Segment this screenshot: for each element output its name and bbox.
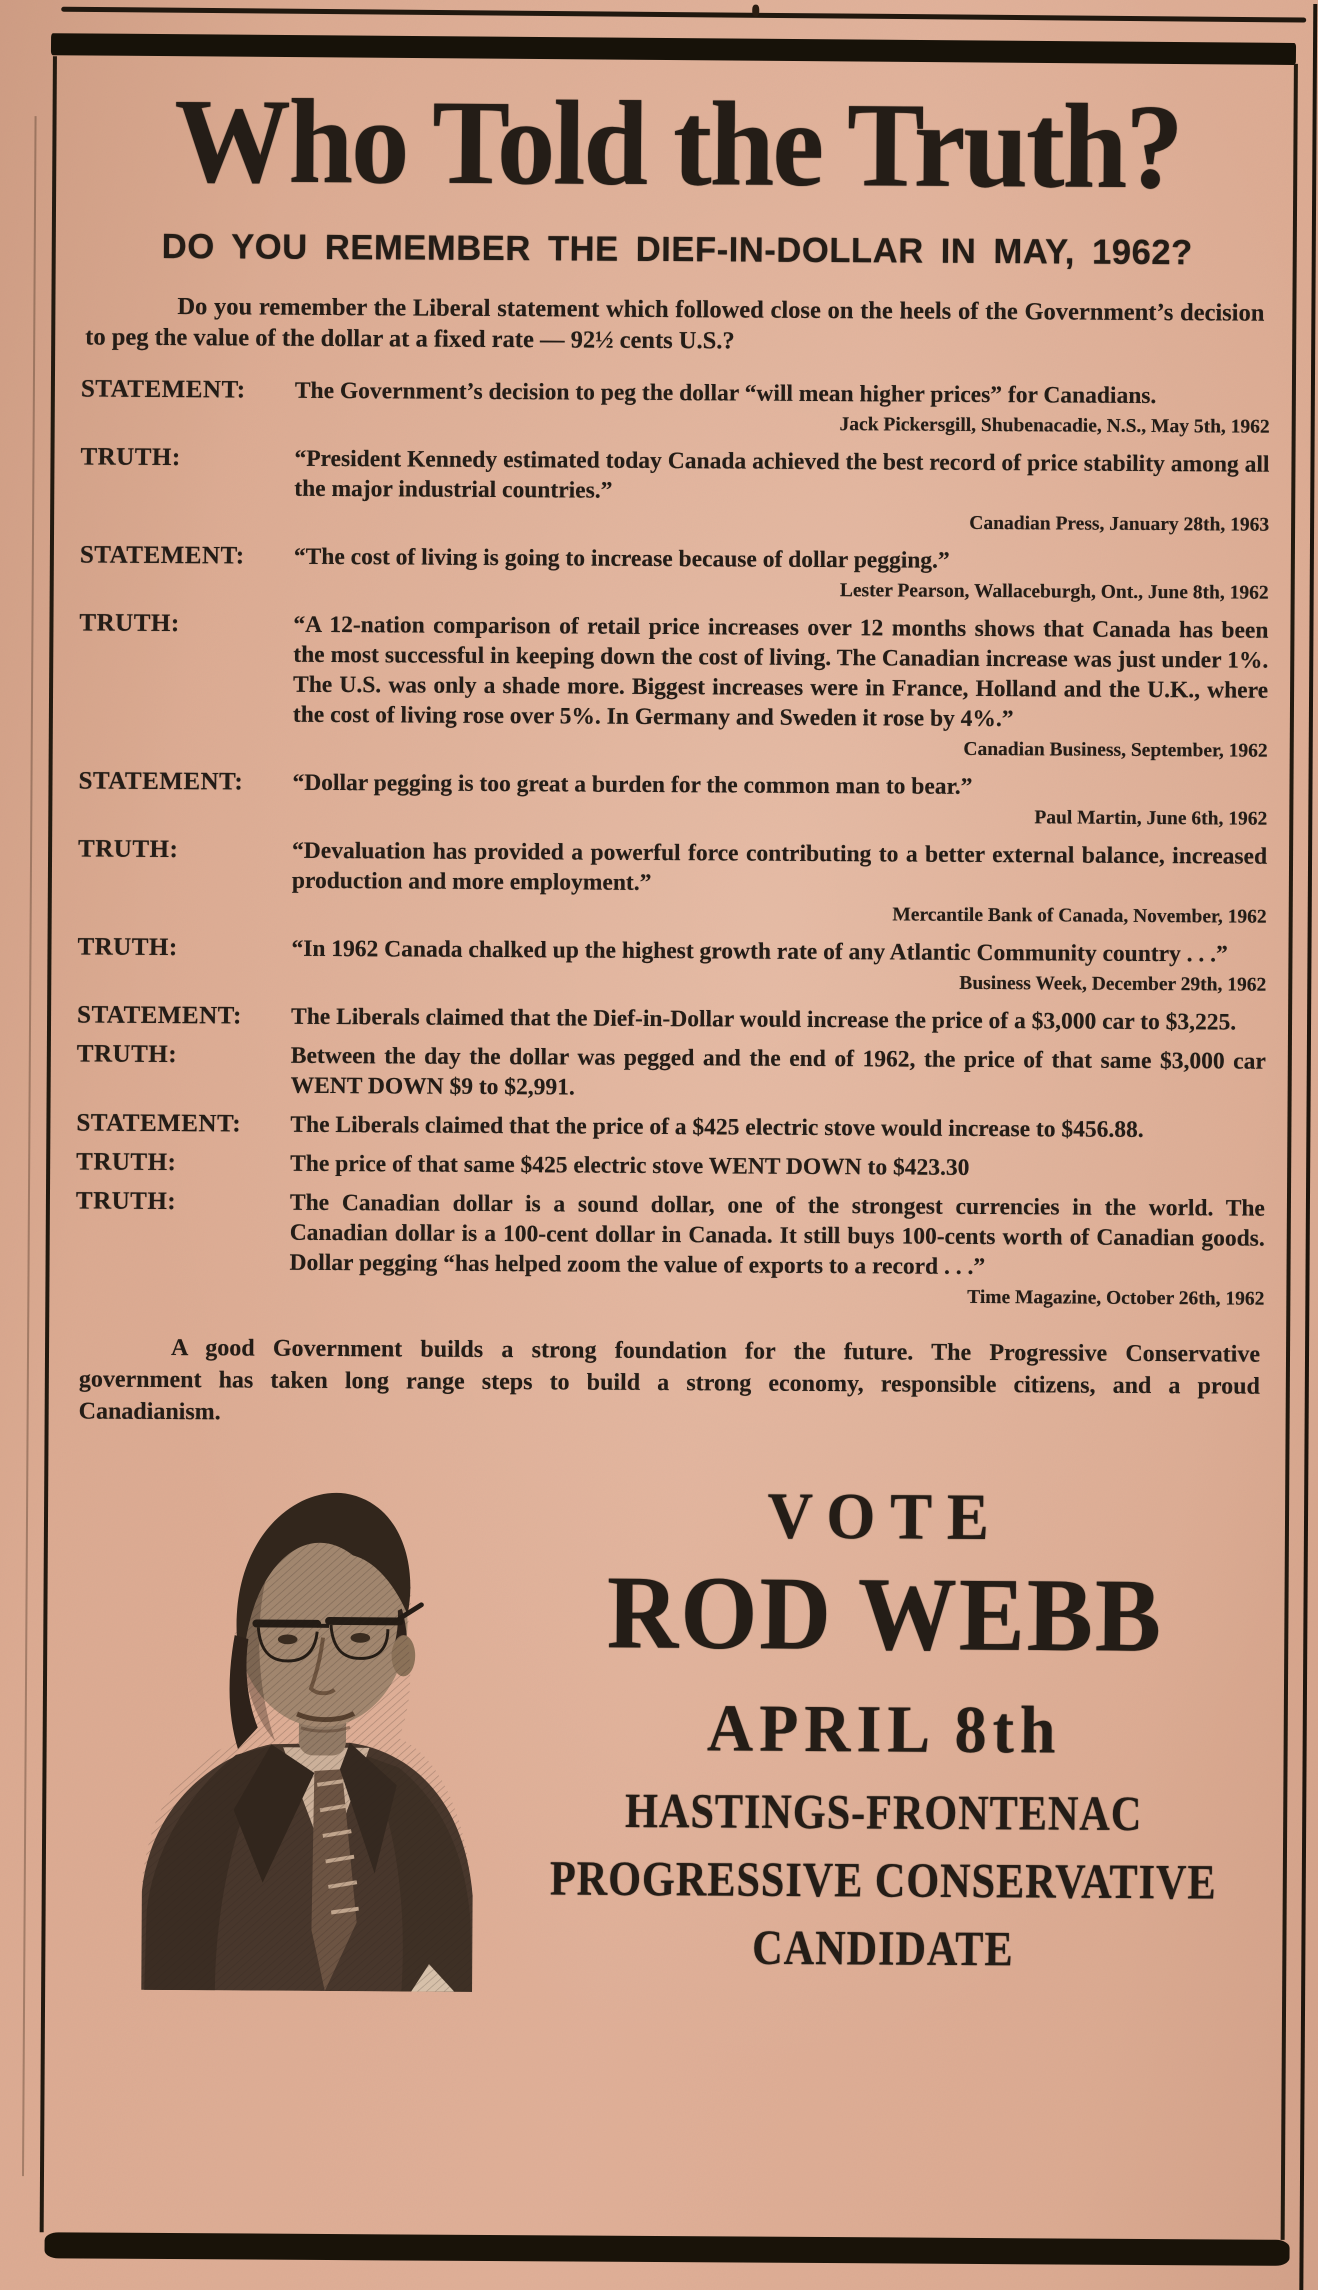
statement-truth-row [80,540,1271,606]
statement-truth-row [76,1108,1267,1145]
row-content [292,835,1270,930]
row-label: STATEMENT: [80,375,246,404]
row-content [289,1187,1267,1312]
row-content [293,609,1271,764]
row-content [290,1109,1267,1145]
candidate-role: CANDIDATE [752,1919,1014,1977]
row-content [292,767,1269,832]
candidate-portrait-graphic [113,1459,506,1991]
statement-truth-row [77,1039,1268,1106]
statement-truth-row [77,1000,1268,1037]
row-label: TRUTH: [76,1148,177,1176]
row-text: The Canadian dollar is a sound dollar, one of the strongest currencies in the world. The Canadian dollar is a 100-cent dollar in Canada. It still buys 100-cents worth of Canadian goods. Dollar pegging “has helped zoom the value of exports to a record . . .” [289,1189,1266,1280]
vote-block [503,1462,1265,1997]
left-faint-fold-line [22,116,37,2176]
row-content [291,933,1268,998]
row-label: TRUTH: [75,1187,177,1215]
statement-truth-row [78,766,1269,832]
row-label: STATEMENT: [77,1001,242,1030]
row-attribution: Canadian Business, September, 1962 [963,738,1268,762]
riding-name: HASTINGS-FRONTENAC [624,1782,1143,1841]
row-attribution: Lester Pearson, Wallaceburgh, Ont., June 8th, 1962 [839,579,1269,604]
row-content [294,443,1272,538]
row-attribution: Mercantile Bank of Canada, November, 1962 [892,904,1267,928]
row-label: STATEMENT: [78,767,244,796]
subheadline: DO YOU REMEMBER THE DIEF-IN-DOLLAR IN MAY, 1962? [161,226,1193,272]
row-label: STATEMENT: [76,1109,242,1138]
election-date: APRIL 8th [706,1690,1062,1767]
row-content [295,375,1272,440]
statement-truth-row [79,608,1271,764]
row-text: “Devaluation has provided a powerful force contributing to a better external balance, increased production and more employment.” [291,837,1268,896]
statement-truth-row [76,1147,1267,1184]
row-text: “The cost of living is going to increase because of dollar pegging.” [293,543,950,574]
party-name: PROGRESSIVE CONSERVATIVE [549,1850,1217,1910]
row-content [294,541,1271,606]
row-attribution: Time Magazine, October 26th, 1962 [967,1286,1265,1310]
statement-truth-list [75,374,1272,1312]
candidate-photo [113,1459,506,1991]
row-label: TRUTH: [76,1040,178,1068]
top-thin-rule [61,7,1306,23]
closing-paragraph: A good Government builds a strong foundation for the future. The Progressive Conservative government has taken long range steps to build a strong economy, responsible citizens, and a proud Canadianism. [78,1334,1261,1426]
row-text: The Liberals claimed that the Dief-in-Dollar would increase the price of a $3,000 car to $3,225. [290,1003,1237,1036]
row-label: TRUTH: [78,835,179,863]
statement-truth-row [80,442,1272,538]
candidate-name: ROD WEBB [606,1554,1164,1674]
statement-truth-row [77,932,1268,998]
row-attribution: Canadian Press, January 28th, 1963 [969,512,1270,536]
row-content [291,1001,1268,1037]
row-text: The Government’s decision to peg the dollar “will mean higher prices” for Canadians. [294,377,1157,409]
row-text: “Dollar pegging is too great a burden for the common man to bear.” [292,769,973,800]
row-attribution: Business Week, December 29th, 1962 [959,972,1267,996]
row-text: “In 1962 Canada chalked up the highest growth rate of any Atlantic Community country . . .” [291,935,1228,968]
ad-content [44,56,1294,2240]
row-text: The Liberals claimed that the price of a $425 electric stove would increase to $456.88. [290,1111,1144,1143]
row-content [290,1148,1267,1184]
row-text: The price of that same $425 electric stove WENT DOWN to $423.30 [290,1150,970,1181]
row-label: TRUTH: [80,443,181,471]
row-text: “President Kennedy estimated today Canada achieved the best record of price stability among all the major industrial countries.” [294,445,1270,504]
statement-truth-row [75,1186,1267,1312]
row-text: Between the day the dollar was pegged and the end of 1962, the price of that same $3,000 car WENT DOWN $9 to $2,991. [290,1042,1266,1101]
row-label: TRUTH: [77,933,178,961]
row-label: TRUTH: [79,609,180,637]
ink-speck [752,5,759,17]
intro-paragraph: Do you remember the Liberal statement which followed close on the heels of the Government’s decision to peg the value of the dollar at a fixed rate — 92½ cents U.S.? [85,292,1265,355]
row-attribution: Paul Martin, June 6th, 1962 [1034,806,1268,830]
row-attribution: Jack Pickersgill, Shubenacadie, N.S., May 5th, 1962 [839,413,1270,438]
row-label: STATEMENT: [79,541,245,570]
statement-truth-row [78,834,1270,930]
statement-truth-row [81,374,1272,440]
footer-section [71,1459,1265,1996]
headline: Who Told the Truth? [173,73,1182,214]
row-text: “A 12-nation comparison of retail price increases over 12 months shows that Canada has been the most successful in keeping down the cost of living. The Canadian increase was just under 1%. The U.S. was only a shade more. Biggest increases were in France, Holland and the U.K., where the cost of living rose over 5%. In Germany and Sweden it rose by 4%.” [292,611,1269,732]
right-column-rule [1299,4,1317,2290]
row-content [291,1040,1268,1106]
vote-label: VOTE [767,1478,1004,1554]
